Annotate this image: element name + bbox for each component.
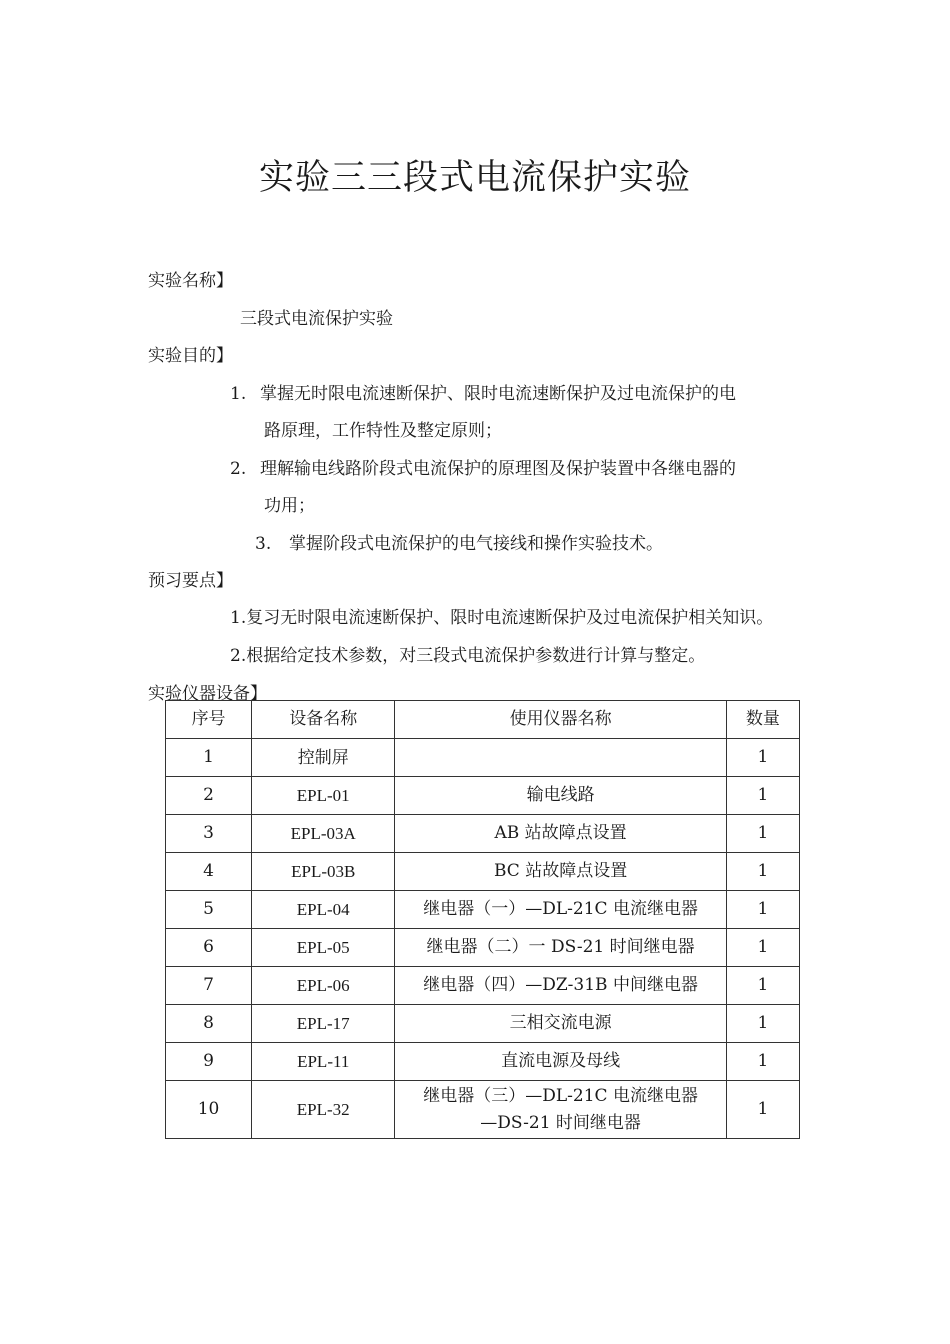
row-instrument: AB 站故障点设置 (395, 815, 727, 853)
row-device: EPL-04 (252, 891, 395, 929)
purpose-item-3 (255, 529, 663, 554)
section-heading-name: 实验名称】 (148, 271, 233, 291)
preview-item-1: 1.复习无时限电流速断保护、限时电流速断保护及过电流保护相关知识。 (230, 608, 774, 628)
equipment-table (165, 700, 800, 1139)
row-device: EPL-05 (252, 929, 395, 967)
experiment-name: 三段式电流保护实验 (240, 309, 393, 329)
row-instrument-line: 继电器（三）—DL-21C 电流继电器 (423, 1085, 698, 1106)
row-quantity: 1 (726, 891, 799, 929)
row-quantity: 1 (726, 853, 799, 891)
row-device: EPL-32 (252, 1081, 395, 1139)
purpose-item-number: 2. (230, 459, 247, 479)
row-instrument: 直流电源及母线 (395, 1043, 727, 1081)
row-index: 10 (166, 1081, 252, 1139)
row-quantity: 1 (726, 1081, 799, 1139)
table-row (166, 1005, 800, 1043)
row-quantity: 1 (726, 1005, 799, 1043)
row-index: 7 (166, 967, 252, 1005)
purpose-item-text: 掌握阶段式电流保护的电气接线和操作实验技术。 (289, 534, 663, 554)
row-index: 2 (166, 777, 252, 815)
section-heading-purpose: 实验目的】 (148, 346, 233, 366)
table-row (166, 967, 800, 1005)
row-quantity: 1 (726, 967, 799, 1005)
row-device: 控制屏 (252, 739, 395, 777)
table-row (166, 853, 800, 891)
row-instrument (395, 1081, 727, 1139)
preview-item-2: 2.根据给定技术参数，对三段式电流保护参数进行计算与整定。 (230, 646, 706, 666)
row-instrument: 继电器（四）—DZ-31B 中间继电器 (395, 967, 727, 1005)
table-row (166, 1081, 800, 1139)
row-device: EPL-06 (252, 967, 395, 1005)
purpose-item-2-cont: 功用； (264, 496, 315, 516)
page-title: 实验三三段式电流保护实验 (258, 158, 691, 198)
row-instrument: 继电器（一）—DL-21C 电流继电器 (395, 891, 727, 929)
row-instrument: 继电器（二）一 DS-21 时间继电器 (395, 929, 727, 967)
row-instrument (395, 739, 727, 777)
row-device: EPL-01 (252, 777, 395, 815)
row-device: EPL-17 (252, 1005, 395, 1043)
row-index: 5 (166, 891, 252, 929)
purpose-item-2 (230, 454, 736, 479)
row-instrument: 三相交流电源 (395, 1005, 727, 1043)
table-row (166, 777, 800, 815)
row-quantity: 1 (726, 815, 799, 853)
row-device: EPL-03A (252, 815, 395, 853)
table-row (166, 815, 800, 853)
table-row (166, 891, 800, 929)
row-quantity: 1 (726, 739, 799, 777)
column-header-device: 设备名称 (252, 701, 395, 739)
row-index: 8 (166, 1005, 252, 1043)
row-device: EPL-11 (252, 1043, 395, 1081)
table-header-row (166, 701, 800, 739)
column-header-instrument: 使用仪器名称 (395, 701, 727, 739)
purpose-item-text: 掌握无时限电流速断保护、限时电流速断保护及过电流保护的电 (260, 384, 736, 404)
row-quantity: 1 (726, 1043, 799, 1081)
row-quantity: 1 (726, 777, 799, 815)
row-instrument: 输电线路 (395, 777, 727, 815)
row-instrument-line: —DS-21 时间继电器 (480, 1112, 641, 1133)
section-heading-equipment: 实验仪器设备】 (148, 684, 267, 704)
table-row (166, 1043, 800, 1081)
purpose-item-number: 3. (255, 534, 272, 554)
column-header-quantity: 数量 (726, 701, 799, 739)
row-device: EPL-03B (252, 853, 395, 891)
purpose-item-number: 1. (230, 384, 247, 404)
row-index: 6 (166, 929, 252, 967)
section-heading-preview: 预习要点】 (148, 571, 233, 591)
table-row (166, 739, 800, 777)
purpose-item-text: 理解输电线路阶段式电流保护的原理图及保护装置中各继电器的 (260, 459, 736, 479)
purpose-item-1-cont: 路原理，工作特性及整定原则； (264, 421, 502, 441)
table-row (166, 929, 800, 967)
row-quantity: 1 (726, 929, 799, 967)
row-index: 9 (166, 1043, 252, 1081)
column-header-index: 序号 (166, 701, 252, 739)
row-index: 3 (166, 815, 252, 853)
row-index: 1 (166, 739, 252, 777)
purpose-item-1 (230, 379, 736, 404)
row-index: 4 (166, 853, 252, 891)
row-instrument: BC 站故障点设置 (395, 853, 727, 891)
